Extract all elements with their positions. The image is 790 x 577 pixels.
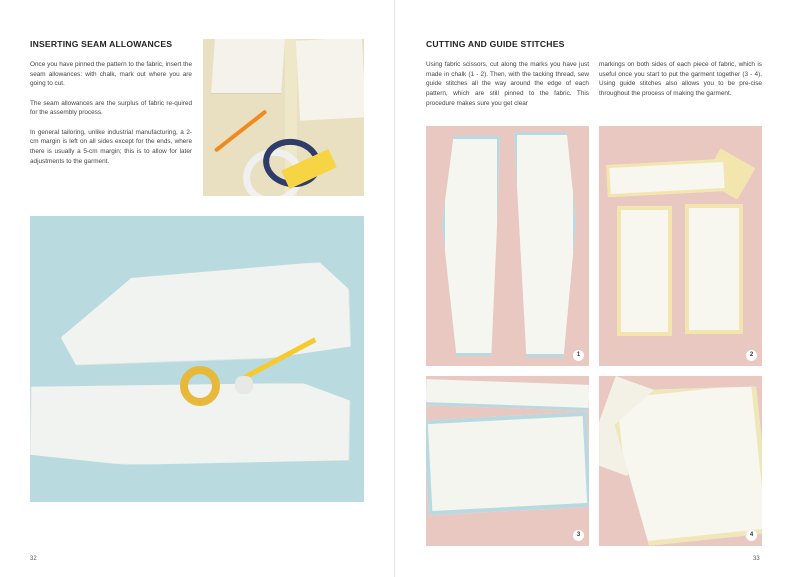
right-column-2: markings on both sides of each piece of fabric, which is useful once you start to put the garment together (3 - 4). Using guide stitches also allows you to be pre-cise throughout the process of making the garment. (599, 61, 762, 98)
left-paragraph-2: The seam allowances are the surplus of fabric re-quired for the assembly process. (30, 99, 192, 117)
left-page-number: 32 (30, 556, 37, 562)
photo-chalk-marking (203, 39, 364, 196)
left-body-text (30, 60, 192, 176)
photo-step-4 (599, 376, 762, 546)
photo-step-2 (599, 126, 762, 366)
right-column-1: Using fabric scissors, cut along the marks you have just made in chalk (1 - 2). Then, with the tacking thread, sew guide stitches all the way around the edge of each pattern, which are still pinned to the fabric. This procedure makes sure you get clear (426, 61, 589, 107)
chalk-icon (235, 376, 253, 394)
photo-step-1 (426, 126, 589, 366)
photo-pattern-on-fabric (30, 216, 364, 502)
step-badge-1: 1 (573, 350, 584, 361)
left-paragraph-1: Once you have pinned the pattern to the fabric, insert the seam allowances: with chalk, mark out where you are going to cut. (30, 61, 192, 88)
step-badge-3: 3 (573, 530, 584, 541)
photo-step-3 (426, 376, 589, 546)
right-page-number: 33 (753, 556, 760, 562)
step-badge-4: 4 (746, 530, 757, 541)
left-paragraph-3: In general tailoring, unlike industrial manufacturing, a 2-cm margin is left on all sides except for the ends, where there is usually a 5-cm margin; this is to allow for later adjustments to the garment. (30, 128, 192, 165)
step-badge-2: 2 (746, 350, 757, 361)
left-heading: INSERTING SEAM ALLOWANCES (30, 39, 173, 49)
right-heading: CUTTING AND GUIDE STITCHES (426, 39, 565, 49)
